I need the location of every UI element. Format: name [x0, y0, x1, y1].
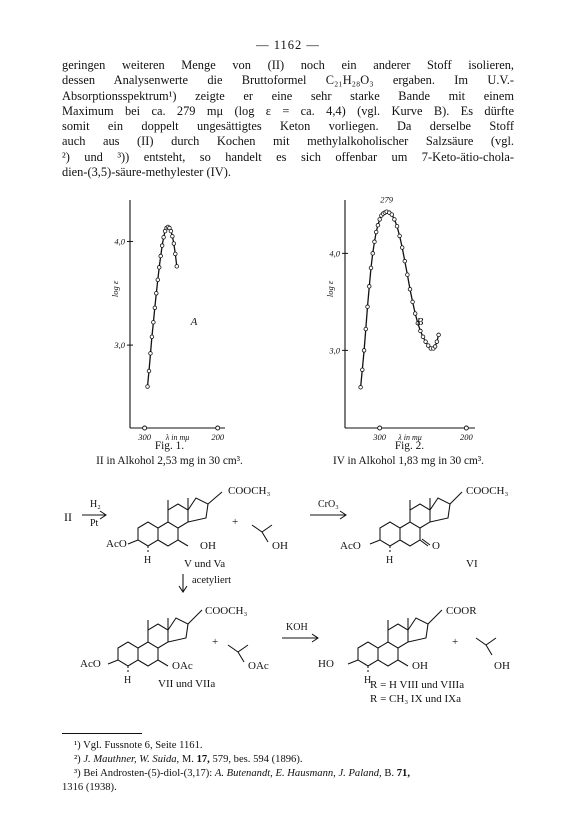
- chart2-x-tick: [464, 426, 468, 430]
- chart2-data-point: [400, 246, 404, 250]
- chart1-data-point: [175, 265, 179, 269]
- page-number: — 1162 —: [256, 38, 320, 52]
- plus-sign-3: +: [452, 636, 459, 648]
- chart2-data-point: [395, 224, 399, 228]
- h-label-V: H: [144, 555, 152, 566]
- chart1-curve: [148, 227, 177, 387]
- chart2-data-point: [364, 327, 368, 331]
- chart1-data-point: [172, 242, 176, 246]
- chart2-x-tick: [378, 426, 382, 430]
- chart2-data-point: [376, 223, 380, 227]
- ho-label-VIII: HO: [318, 658, 334, 670]
- chart1-y-tick-label: 3,0: [114, 340, 125, 351]
- paragraph-line: Absorptionsspektrum¹) zeigte er eine sehr starke Bande mit einem: [62, 88, 514, 103]
- chart1-data-point: [150, 335, 154, 339]
- chart1-data-point: [156, 278, 160, 282]
- aco-label-V: AcO: [106, 538, 127, 550]
- coor-label: COOR: [446, 605, 477, 617]
- arrow-acetylation: [179, 574, 187, 592]
- steroid-skeleton-VI: [370, 492, 462, 554]
- chart1-x-tick: [143, 426, 147, 430]
- chart2-data-point: [369, 266, 373, 270]
- chart1-data-point: [159, 254, 163, 258]
- chart2-data-point: [437, 333, 441, 337]
- chart1-x-axis-label: λ in mμ: [165, 433, 190, 442]
- chart2-y-tick-label: 4,0: [329, 248, 340, 259]
- chart2-data-point: [398, 234, 402, 238]
- chart2-data-point: [366, 305, 370, 309]
- compound-IX-name: R = CH₃ IX und IXa: [370, 693, 462, 705]
- cooch3-label-V: COOCH₃: [228, 485, 271, 497]
- chart2-data-point: [371, 252, 375, 256]
- fig1-caption-title: Fig. 1.: [154, 440, 185, 452]
- chart1-curve-label: A: [190, 316, 198, 328]
- chart2-y-axis-label: log ε: [325, 280, 335, 298]
- chart2-data-point: [435, 340, 439, 344]
- chart1-data-point: [162, 236, 166, 240]
- fig2-caption-text: IV in Alkohol 1,83 mg in 30 cm³.: [333, 455, 484, 467]
- chart2-x-axis-label: λ in mμ: [398, 433, 422, 442]
- chart2-curve-label: B: [416, 316, 424, 328]
- h-label-VII: H: [124, 675, 132, 686]
- chart2-data-point: [367, 285, 371, 289]
- chart2-peak-label: 279: [380, 194, 393, 205]
- plus-sign-1: +: [232, 516, 239, 528]
- chart1-data-point: [146, 385, 150, 389]
- chart1-data-point: [155, 291, 159, 295]
- chart2-x-tick-label: 200: [459, 432, 473, 442]
- chart2-data-point: [433, 345, 437, 349]
- oh-label-Va: OH: [272, 540, 288, 552]
- side-fragment-VIII: [476, 638, 496, 655]
- arrow-saponification: [282, 634, 318, 642]
- aco-label-VI: AcO: [340, 540, 361, 552]
- paragraph-line: dien-(3,5)-säure-methylester (IV).: [62, 165, 231, 180]
- oac-label-VII: OAc: [172, 660, 193, 672]
- chart2-data-point: [361, 368, 365, 372]
- arrow-oxidation: [310, 511, 346, 519]
- side-fragment-VII: [228, 645, 248, 662]
- acetylation-label: acetyliert: [192, 575, 232, 586]
- chart1-data-point: [160, 244, 164, 248]
- footnote-rule: [62, 733, 142, 734]
- chart2-data-point: [408, 287, 412, 291]
- compound-VII-name: VII und VIIa: [158, 678, 216, 690]
- compound-VIII-name: R = H VIII und VIIIa: [370, 679, 465, 691]
- compound-II-label: II: [64, 510, 72, 524]
- reagent-koh: KOH: [286, 622, 308, 633]
- cooch3-label-VI: COOCH₃: [466, 485, 509, 497]
- chart1-data-point: [157, 266, 161, 270]
- chart2-data-point: [362, 349, 366, 353]
- keto-o-label: O: [432, 540, 440, 552]
- side-fragment-V: [252, 525, 272, 542]
- chart1-data-point: [149, 352, 153, 356]
- paragraph-line: dessen Analysenwerte die Bruttoformel C₂₁H₂₈O₃ ergaben. Im U.V.-: [62, 73, 514, 88]
- reagent-cro3: CrO₃: [318, 499, 339, 510]
- chart1-data-point: [169, 229, 173, 233]
- chart1-data-point: [171, 234, 175, 238]
- chart2-data-point: [411, 300, 415, 304]
- paragraph-line: auch aus (II) durch Kochen mit methylalkoholischer Salzsäure (vgl.: [62, 134, 514, 149]
- chart1-y-tick-label: 4,0: [114, 236, 125, 247]
- reaction-scheme: [0, 470, 576, 730]
- h-label-VIII: H: [364, 675, 372, 686]
- reagent-pt: Pt: [90, 518, 99, 529]
- oh-label-VIII: OH: [412, 660, 428, 672]
- chart1-x-tick-label: 300: [138, 432, 151, 442]
- chart1-x-tick-label: 200: [211, 432, 225, 442]
- paragraph-line: geringen weiteren Menge von (II) noch ein anderer Stoff isolieren,: [62, 58, 514, 72]
- chart1-data-point: [152, 320, 156, 324]
- chart2-data-point: [378, 218, 382, 222]
- chart2-data-point: [403, 259, 407, 263]
- chart2-data-point: [393, 218, 397, 222]
- footnote-3: ³) Bei Androsten-(5)-diol-(3,17): A. Butenandt, E. Hausmann, J. Paland, B. 71,: [74, 768, 410, 779]
- footnote-2: ²) J. Mauthner, W. Suida, M. 17, 579, bes. 594 (1896).: [74, 754, 303, 765]
- oh-label-VIIIa: OH: [494, 660, 510, 672]
- h-label-VI: H: [386, 555, 394, 566]
- chart2-data-point: [424, 340, 428, 344]
- paragraph-line: ²) und ³)) entsteht, so handelt es sich offenbar um 7-Keto-ätio-chola-: [62, 149, 514, 164]
- chart1-data-point: [174, 252, 178, 256]
- chart2-data-point: [406, 273, 410, 277]
- chart2-data-point: [373, 240, 377, 244]
- chart1-y-axis-label: log ε: [110, 280, 120, 298]
- footnote-1: ¹) Vgl. Fussnote 6, Seite 1161.: [74, 740, 203, 751]
- reagent-h2: H₂: [90, 499, 101, 510]
- compound-VI-name: VI: [466, 558, 478, 570]
- compound-V-name: V und Va: [184, 558, 226, 570]
- cooch3-label-VII: COOCH₃: [205, 605, 248, 617]
- chart2-data-point: [419, 329, 423, 333]
- chart1-x-tick: [216, 426, 220, 430]
- chart2-x-tick-label: 300: [373, 432, 387, 442]
- fig1-caption-text: II in Alkohol 2,53 mg in 30 cm³.: [96, 455, 243, 467]
- chart1-data-point: [147, 369, 151, 373]
- fig2-caption-title: Fig. 2.: [394, 440, 425, 452]
- oh-label-V: OH: [200, 540, 216, 552]
- chart2-data-point: [359, 385, 363, 389]
- oac-label-VIIa: OAc: [248, 660, 269, 672]
- aco-label-VII: AcO: [80, 658, 101, 670]
- chart2-data-point: [374, 230, 378, 234]
- chart2-data-point: [390, 213, 394, 217]
- chart2-data-point: [413, 312, 417, 316]
- footnote-3-continued: 1316 (1938).: [62, 782, 117, 793]
- chart2-data-point: [421, 335, 425, 339]
- chart2-y-tick-label: 3,0: [329, 345, 340, 356]
- plus-sign-2: +: [212, 636, 219, 648]
- chart1-data-point: [153, 306, 157, 310]
- paragraph-line: somit ein doppelt ungesättigtes Keton vorliegen. Da derselbe Stoff: [62, 119, 514, 134]
- paragraph-line: Maximum bei ca. 279 mμ (log ε = ca. 4,4) (vgl. Kurve B). Es dürfte: [62, 103, 514, 118]
